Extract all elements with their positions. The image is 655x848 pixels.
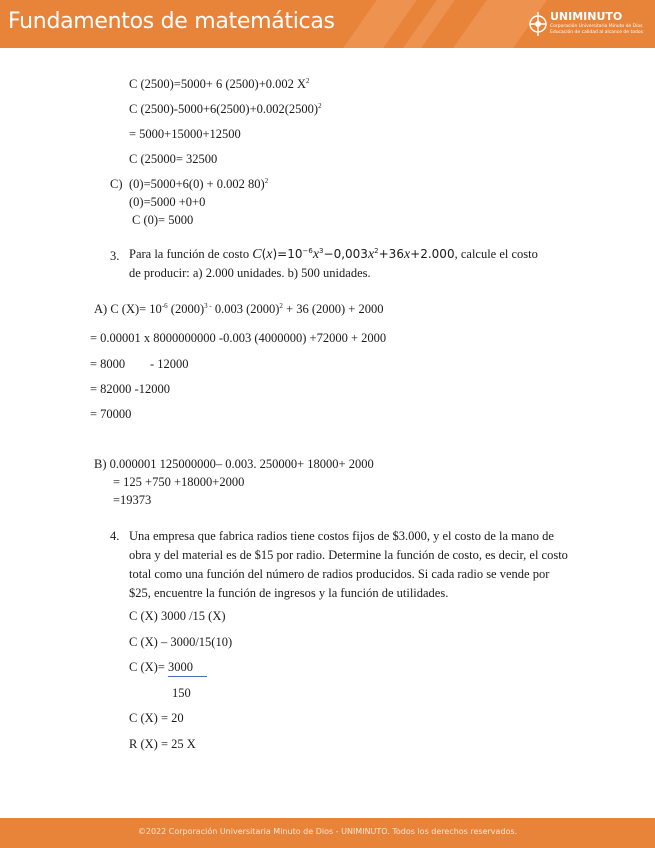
cost-formula: $C(x)=10^{-6}x^3-0,003x^2+36x+2.000$ — [252, 247, 455, 262]
uniminuto-logo — [528, 10, 646, 38]
header-title: Fundamentos de matemáticas — [8, 9, 335, 34]
part-c-line-2: (0)=5000 +0+0 — [129, 195, 206, 209]
footer-copyright: ©2022 Corporación Universitaria Minuto de Dios - UNIMINUTO. Todos los derechos reservados. — [137, 827, 518, 836]
fraction-numerator: 3000 — [168, 660, 207, 677]
part-b-line-3: = 5000+15000+12500 — [129, 127, 241, 141]
page-header — [0, 0, 655, 48]
q3-a-line-5: = 70000 — [90, 407, 132, 421]
part-b-line-1: C (2500)=5000+ 6 (2500)+0.002 $X^2$ — [129, 77, 310, 92]
q4-line-2: C (X) – 3000/15(10) — [129, 635, 233, 649]
question-3-line-2: de producir: a) 2.000 unidades. b) 500 unidades. — [129, 266, 371, 280]
logo-subtitle-2: Educación de calidad al alcance de todos — [550, 30, 643, 35]
q4-line-3: C (X)= 3000 — [129, 660, 207, 675]
q3-a-line-3a: = 8000 — [90, 357, 126, 371]
q3-a-line-2: = 0.00001 x 8000000000 -0.003 (4000000) +72000 + 2000 — [90, 331, 387, 345]
part-c-line-1: (0)=5000+6(0) + 0.002 80)$^2$ — [129, 177, 269, 192]
q3-a-line-3b: - 12000 — [150, 357, 189, 371]
q3-b-line-1: B) 0.000001 125000000– 0.003. 250000+ 18000+ 2000 — [94, 457, 374, 471]
q4-line-4: 150 — [172, 686, 191, 700]
q3-b-line-2: = 125 +750 +18000+2000 — [113, 475, 245, 489]
part-b-line-4: C (25000= 32500 — [129, 152, 218, 166]
part-c-label: C) — [110, 177, 123, 191]
q4-line-6: R (X) = 25 X — [129, 737, 196, 751]
logo-name: UNIMINUTO — [550, 10, 623, 23]
q3-b-line-3: =19373 — [113, 493, 152, 507]
question-3-line-1: Para la función de costo $C(x)=10^{-6}x^3-0,003x^2+36x+2.000$, calcule el costo — [129, 247, 538, 262]
q4-line-5: C (X) = 20 — [129, 711, 184, 725]
logo-subtitle-1: Corporación Universitaria Minuto de Dios — [550, 24, 643, 29]
page-footer — [0, 818, 655, 848]
logo-emblem-icon — [528, 10, 548, 38]
question-4-number: 4. — [110, 529, 120, 543]
part-b-line-2: C $(2500)-5000+6(2500)+0.002(2500)^2$ — [129, 102, 322, 117]
q3-a-line-1: A) C $(X)= 10^{-6}$ $(2000)^{3 -}$ 0.003 $(2000)^2 + 36$ (2000) + 2000 — [94, 302, 384, 317]
q4-line-1: C (X) 3000 /15 (X) — [129, 609, 226, 623]
part-c-line-3: C (0)= 5000 — [132, 213, 194, 227]
q3-a-line-4: = 82000 -12000 — [90, 382, 170, 396]
question-4-text: Una empresa que fabrica radios tiene costos fijos de $3.000, y el costo de la mano de obra y del material es de $15 por radio. Determine la función de costo, es decir, el costo total como una función del número de radios producidos. Si cada radio se vende por $25, encuentre la función de ingresos y la función de utilidades. — [129, 529, 568, 600]
question-3-number: 3. — [110, 249, 120, 263]
